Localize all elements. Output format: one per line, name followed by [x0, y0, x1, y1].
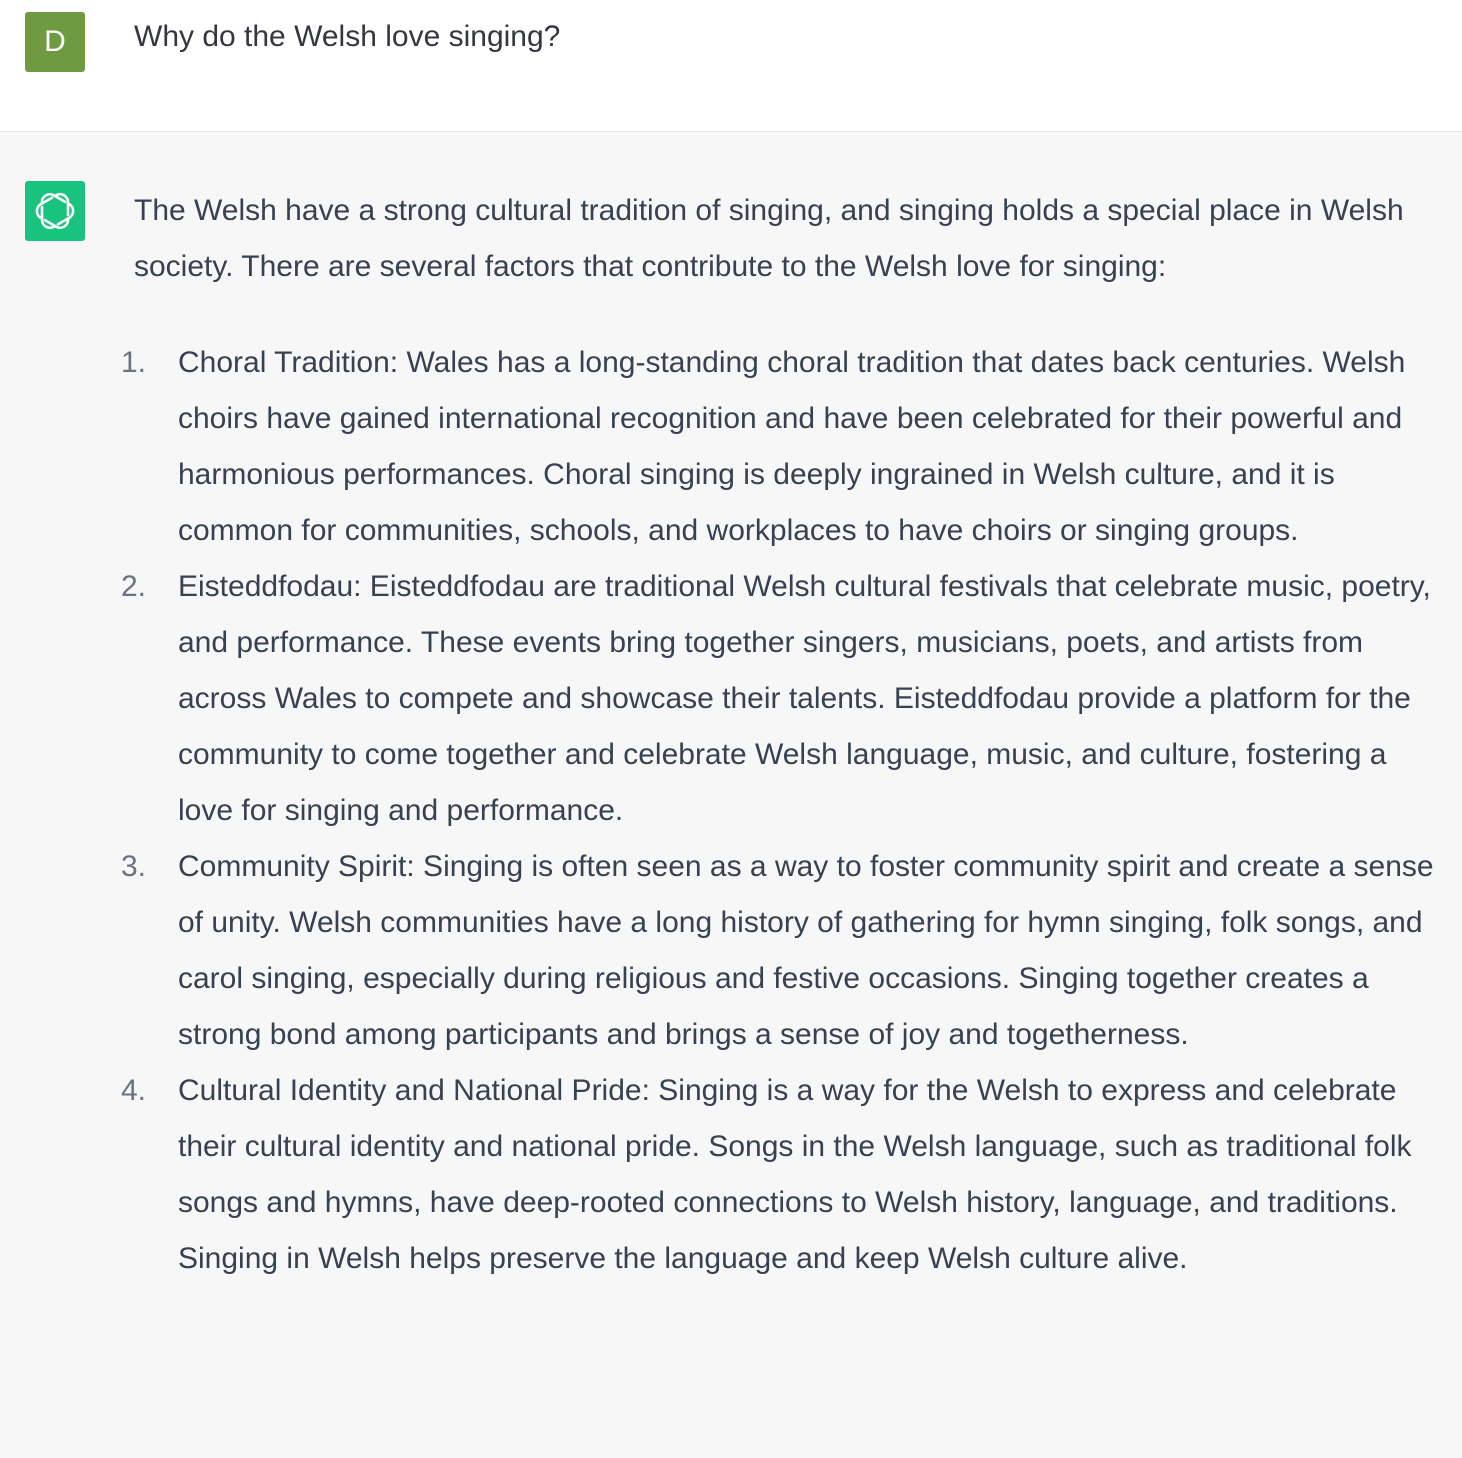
list-item	[121, 559, 1439, 839]
list-item-number: 2.	[121, 570, 147, 603]
list-item-text: Choral Tradition: Wales has a long-standing choral tradition that dates back centuries. Welsh choirs have gained international recognition and have been celebrated for their powerful and harmonious performances. Choral singing is deeply ingrained in Welsh culture, and it is common for communities, schools, and workplaces to have choirs or singing groups.	[178, 346, 1406, 547]
assistant-numbered-list	[121, 335, 1439, 1287]
list-item	[121, 839, 1439, 1063]
user-message-text: Why do the Welsh love singing?	[134, 20, 561, 53]
list-item-number: 4.	[121, 1074, 147, 1107]
list-item-number: 1.	[121, 346, 147, 379]
openai-logo-icon	[34, 190, 76, 232]
list-item-text: Community Spirit: Singing is often seen as a way to foster community spirit and create a sense of unity. Welsh communities have a long history of gathering for hymn singing, folk songs, and carol singing, especially during religious and festive occasions. Singing together creates a strong bond among participants and brings a sense of joy and togetherness.	[178, 850, 1434, 1051]
user-avatar-letter: D	[44, 25, 66, 58]
list-item	[121, 1063, 1439, 1287]
list-item-number: 3.	[121, 850, 147, 883]
assistant-intro-paragraph: The Welsh have a strong cultural tradition of singing, and singing holds a special place in Welsh society. There are several factors that contribute to the Welsh love for singing:	[134, 194, 1404, 283]
list-item	[121, 335, 1439, 559]
assistant-message-body	[121, 183, 1439, 1287]
list-item-text: Cultural Identity and National Pride: Singing is a way for the Welsh to express and celebrate their cultural identity and national pride. Songs in the Welsh language, such as traditional folk songs and hymns, have deep-rooted connections to Welsh history, language, and traditions. Singing in Welsh helps preserve the language and keep Welsh culture alive.	[178, 1074, 1412, 1275]
assistant-message-row	[0, 132, 1462, 1458]
assistant-avatar	[25, 181, 85, 241]
user-avatar	[25, 12, 85, 72]
list-item-text: Eisteddfodau: Eisteddfodau are traditional Welsh cultural festivals that celebrate music, poetry, and performance. These events bring together singers, musicians, poets, and artists from across Wales to compete and showcase their talents. Eisteddfodau provide a platform for the community to come together and celebrate Welsh language, music, and culture, fostering a love for singing and performance.	[178, 570, 1431, 827]
user-message-row	[0, 0, 1462, 132]
